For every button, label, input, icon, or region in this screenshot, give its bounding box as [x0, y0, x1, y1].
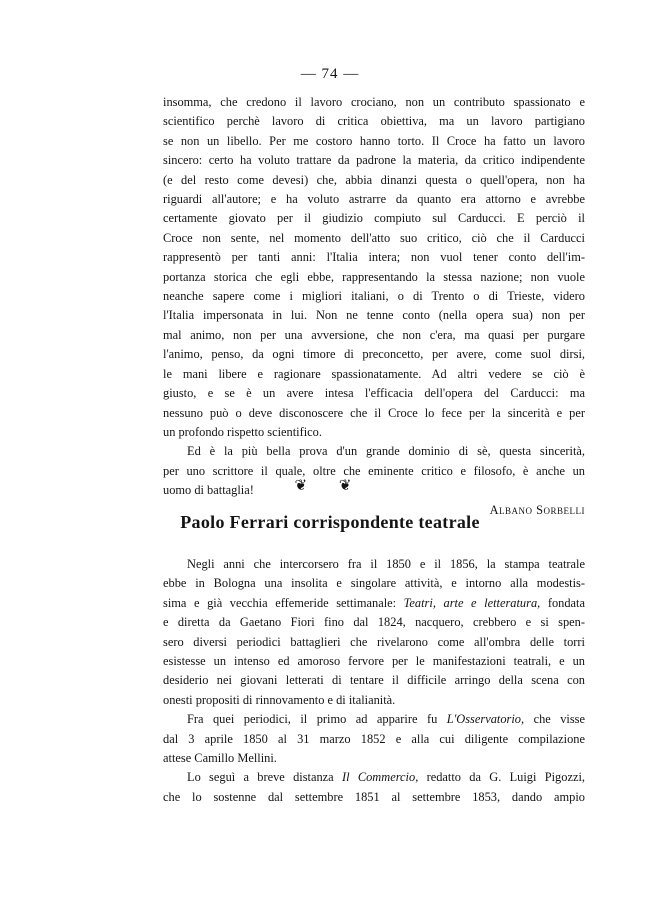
section-ornament: ❦ ❦ — [294, 478, 366, 494]
paragraph-line: (e del resto come devesi) che, abbia dinanzi questa o quell'opera, non ha — [163, 172, 585, 187]
paragraph-line: giusto, e se è un avere intesa l'efficacia dell'opera del Carducci: ma — [163, 386, 585, 401]
paragraph-line: Croce non sente, nel momento dell'atto suo critico, ciò che il Carducci — [163, 230, 585, 245]
paragraph-line: sincero: certo ha voluto trattare da padrone la materia, da critico indipendente — [163, 153, 585, 168]
paragraph-line: che lo sostenne dal settembre 1851 al settembre 1853, dando ampio — [163, 789, 585, 804]
paragraph-line: certamente giovato per il giudizio compiuto sul Carducci. E perciò il — [163, 211, 585, 226]
author-signature: Albano Sorbelli — [489, 502, 585, 517]
paragraph-line: dal 3 aprile 1850 al 31 marzo 1852 e alla cui diligente compilazione — [163, 731, 585, 746]
text-run: Fra quei periodici, il primo ad apparire fu — [187, 712, 447, 727]
article-sorbelli-ending — [163, 93, 585, 520]
paragraph-line: l'Italia impersonata in lui. Non ne tenne conto (nella opera sua) non per — [163, 308, 585, 323]
paragraph-line: attese Camillo Mellini. — [163, 751, 277, 766]
article-ferrari — [163, 555, 585, 807]
paragraph-line: scientifico perchè lavoro di critica obiettiva, ma un lavoro partigiano — [163, 114, 585, 129]
paragraph-line: le mani libere e ragionare spassionatamente. Ad altri vedere se ciò è — [163, 366, 585, 381]
paragraph-line: nessuno può o deve disconoscere che il Croce lo fece per la sincerità e per — [163, 405, 585, 420]
text-run: redatto da G. Luigi Pigozzi, — [418, 770, 585, 785]
periodical-title: L'Osservatorio, — [446, 712, 525, 727]
paragraph-line: se non un libello. Per me costoro hanno torto. Il Croce ha fatto un lavoro — [163, 133, 585, 148]
paragraph-line: desiderio nei giovani letterati di tentare il difficile arringo della scena con — [163, 673, 585, 688]
paragraph-line: sero diversi periodici battaglieri che rivelarono come all'ombra delle torri — [163, 634, 585, 649]
paragraph-line — [163, 594, 585, 613]
paragraph-line — [163, 710, 585, 729]
paragraph-line: uomo di battaglia! — [163, 483, 254, 498]
article-title: Paolo Ferrari corrispondente teatrale — [180, 512, 480, 532]
paragraph-line: ebbe in Bologna una insolita e singolare attività, e intorno alla modestis- — [163, 576, 585, 591]
paragraph-line: onesti propositi di rinnovamento e di italianità. — [163, 692, 396, 707]
paragraph-line: per uno scrittore il quale, oltre che eminente critico e filosofo, è anche un — [163, 463, 585, 478]
text-run: Lo seguì a breve distanza — [187, 770, 342, 785]
paragraph-line — [163, 768, 585, 787]
paragraph-line: Negli anni che intercorsero fra il 1850 e il 1856, la stampa teatrale — [187, 557, 585, 571]
paragraph-line: riguardi all'autore; e ha voluto astrarre da quanto era attorno e avrebbe — [163, 192, 585, 207]
paragraph-line: mal animo, non per una avversione, che non c'era, ma quasi per purgare — [163, 327, 585, 342]
paragraph-line: neanche sapere come i migliori italiani, o di Trento o di Trieste, videro — [163, 289, 585, 304]
paragraph-line: e diretta da Gaetano Fiori fino dal 1824, nacquero, crebbero e si spen- — [163, 615, 585, 630]
paragraph-line: esistesse un intenso ed amoroso fervore per le manifestazioni teatrali, e un — [163, 654, 585, 669]
paragraph-line: un profondo rispetto scientifico. — [163, 424, 322, 439]
periodical-title: Il Commercio, — [341, 770, 419, 785]
page-number: — 74 — — [300, 66, 360, 82]
periodical-title: Teatri, arte e letteratura, — [403, 595, 541, 610]
paragraph-line: rappresentò per tanti anni: l'Italia intera; non vuol tener conto dell'im- — [163, 250, 585, 265]
text-run: che visse — [524, 712, 586, 727]
paragraph-line: l'animo, penso, da ogni timore di preconcetto, per avere, come suol dirsi, — [163, 347, 585, 362]
paragraph-line: Ed è la più bella prova d'un grande dominio di sè, questa sincerità, — [187, 444, 585, 459]
paragraph-line: insomma, che credono il lavoro crociano, non un contributo spassionato e — [163, 95, 585, 109]
text-run: fondata — [540, 595, 585, 610]
text-run: sima e già vecchia effemeride settimanale: — [163, 595, 404, 610]
paragraph-line: portanza storica che egli ebbe, rappresentando la stessa nazione; non vuole — [163, 269, 585, 284]
